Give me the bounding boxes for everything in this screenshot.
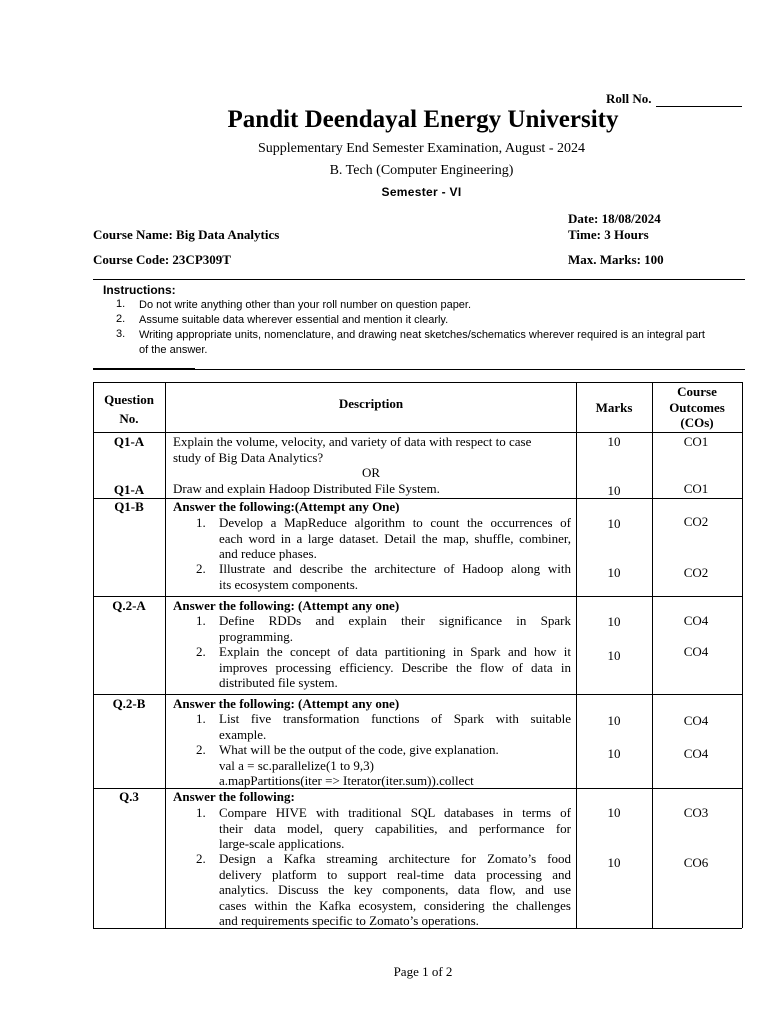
sub-question-line: distributed file system.	[219, 675, 338, 690]
header-co-line: (COs)	[680, 415, 714, 430]
semester-title: Semester - VI	[381, 185, 462, 199]
question-marks: 10	[607, 483, 621, 498]
table-border	[93, 694, 742, 695]
sub-question-text	[219, 515, 571, 562]
exam-title: Supplementary End Semester Examination, August - 2024	[257, 141, 585, 156]
question-text	[173, 434, 573, 465]
sub-question-text	[219, 644, 571, 691]
divider-bottom	[93, 369, 745, 370]
sub-question-line: Illustrate and describe the architecture of Hadoop along with	[219, 561, 571, 576]
sub-question-line: Develop a MapReduce algorithm to count the occurrences of	[219, 515, 571, 530]
instruction-text-continued: of the answer.	[139, 344, 208, 356]
header-no-label: No.	[119, 410, 139, 426]
sub-question-line: What will be the output of the code, give explanation.	[219, 742, 499, 757]
university-title: Pandit Deendayal Energy University	[227, 106, 619, 133]
sub-question-line: cases within the Kafka ecosystem, considering the challenges	[219, 897, 571, 913]
table-border	[93, 382, 94, 928]
question-co: CO1	[683, 481, 709, 496]
code-line: val a = sc.parallelize(1 to 9,3)	[219, 757, 374, 773]
sub-question-line: and reduce phases.	[219, 546, 317, 561]
exam-date: Date: 18/08/2024	[568, 211, 661, 226]
or-separator: OR	[361, 465, 381, 480]
sub-question-number: 2.	[196, 644, 206, 659]
sub-question-line: Define RDDs and explain their significance in Spark	[219, 613, 571, 628]
question-marks: 10	[607, 713, 621, 728]
question-text-line: Explain the volume, velocity, and variety of data with respect to case	[173, 434, 532, 449]
question-marks: 10	[607, 805, 621, 820]
question-marks: 10	[607, 746, 621, 761]
instruction-text: Do not write anything other than your roll number on question paper.	[139, 299, 472, 311]
header-co-line: Course	[677, 384, 717, 399]
course-code: Course Code: 23CP309T	[93, 252, 231, 267]
sub-question-line: their data model, query capabilities, and performance for	[219, 820, 571, 836]
question-marks: 10	[607, 434, 621, 449]
question-marks: 10	[607, 855, 621, 870]
course-name: Course Name: Big Data Analytics	[93, 227, 280, 242]
instruction-text: Writing appropriate units, nomenclature, and drawing neat sketches/schematics wherever required is an integral part	[139, 329, 705, 341]
instructions-title: Instructions:	[103, 283, 176, 297]
instruction-number: 1.	[116, 298, 126, 310]
question-co: CO4	[683, 644, 709, 659]
sub-question-number: 2.	[196, 561, 206, 576]
sub-question-number: 1.	[196, 805, 206, 820]
question-co: CO4	[683, 746, 709, 761]
question-text-line: study of Big Data Analytics?	[173, 449, 324, 465]
header-co-line: Outcomes	[669, 399, 725, 415]
question-co: CO3	[683, 805, 709, 820]
exam-duration: Time: 3 Hours	[568, 227, 649, 242]
sub-question-number: 2.	[196, 851, 206, 866]
sub-question-number: 1.	[196, 613, 206, 628]
sub-question-text	[219, 613, 571, 644]
roll-number-field	[606, 91, 742, 107]
sub-question-line: large-scale applications.	[219, 836, 345, 851]
divider-bottom-segment	[93, 368, 195, 369]
header-question-label: Question	[104, 392, 154, 407]
question-co: CO2	[683, 514, 709, 529]
sub-question-number: 1.	[196, 711, 206, 726]
table-border	[93, 596, 742, 597]
sub-question-line: each word in a large dataset. Detail the map, shuffle, combiner,	[219, 530, 571, 546]
header-marks: Marks	[595, 400, 633, 415]
sub-question-line: programming.	[219, 628, 294, 644]
sub-question-line: example.	[219, 726, 267, 742]
sub-question-text	[219, 561, 571, 592]
header-course-outcomes	[653, 384, 741, 431]
table-border	[93, 382, 742, 383]
sub-question-line: Design a Kafka streaming architecture for Zomato’s food	[219, 851, 571, 866]
sub-question-text	[219, 805, 571, 852]
sub-question-line: delivery platform to support real-time data processing and	[219, 866, 571, 882]
question-heading: Answer the following:(Attempt any One)	[173, 499, 400, 514]
question-number: Q1-A	[113, 434, 145, 449]
question-number: Q.3	[119, 789, 139, 804]
divider-top	[93, 279, 745, 280]
question-number: Q1-A	[113, 482, 145, 497]
code-line: a.mapPartitions(iter => Iterator(iter.sum)).collect	[219, 773, 474, 788]
instruction-number: 3.	[116, 328, 126, 340]
sub-question-number: 2.	[196, 742, 206, 757]
table-border	[165, 382, 166, 928]
sub-question-text	[219, 851, 571, 929]
sub-question-line: Explain the concept of data partitioning in Spark and how it	[219, 644, 571, 659]
question-number: Q1-B	[114, 499, 144, 514]
table-border	[742, 382, 743, 928]
sub-question-text	[219, 742, 571, 789]
roll-number-label: Roll No.	[606, 91, 652, 106]
question-heading: Answer the following:	[173, 789, 295, 804]
max-marks: Max. Marks: 100	[568, 252, 664, 267]
question-heading: Answer the following: (Attempt any one)	[173, 598, 400, 613]
sub-question-line: and requirements specific to Zomato’s operations.	[219, 913, 479, 928]
page-number: Page 1 of 2	[393, 964, 453, 979]
question-co: CO2	[683, 565, 709, 580]
header-description: Description	[338, 396, 404, 411]
sub-question-line: its ecosystem components.	[219, 576, 359, 592]
question-number: Q.2-B	[112, 696, 146, 711]
question-marks: 10	[607, 648, 621, 663]
question-co: CO4	[683, 713, 709, 728]
question-co: CO4	[683, 613, 709, 628]
sub-question-line: Compare HIVE with traditional SQL databases in terms of	[219, 805, 571, 820]
question-text: Draw and explain Hadoop Distributed File System.	[173, 481, 440, 496]
instruction-text: Assume suitable data wherever essential and mention it clearly.	[139, 314, 449, 326]
question-marks: 10	[607, 565, 621, 580]
sub-question-text	[219, 711, 571, 742]
question-heading: Answer the following: (Attempt any one)	[173, 696, 400, 711]
sub-question-line: List five transformation functions of Spark with suitable	[219, 711, 571, 726]
sub-question-line: analytics. Discuss the key components, data flow, and use	[219, 882, 571, 897]
sub-question-number: 1.	[196, 515, 206, 530]
question-marks: 10	[607, 614, 621, 629]
question-co: CO6	[683, 855, 709, 870]
question-number: Q.2-A	[112, 598, 146, 613]
question-co: CO1	[683, 434, 709, 449]
table-border	[93, 432, 742, 433]
instruction-number: 2.	[116, 313, 126, 325]
header-question-no	[95, 392, 163, 426]
programme-title: B. Tech (Computer Engineering)	[329, 163, 514, 178]
question-marks: 10	[607, 516, 621, 531]
sub-question-line: improves processing efficiency. Describe the flow of data in	[219, 659, 571, 675]
